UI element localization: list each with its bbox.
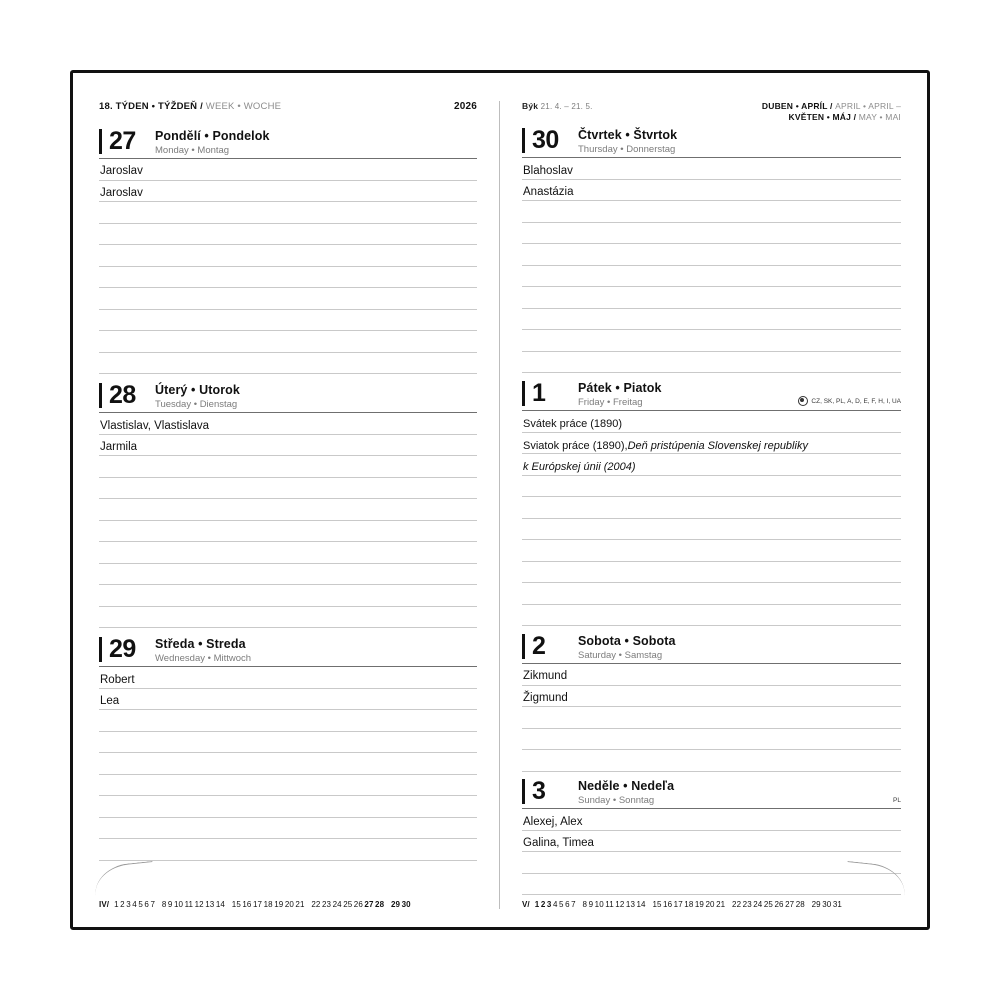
day-name-native: Pátek • Piatok — [578, 381, 662, 396]
writing-line[interactable] — [522, 562, 901, 584]
month-day[interactable]: 18 — [263, 900, 273, 909]
day-block-29 — [99, 637, 477, 861]
day-block-3 — [522, 779, 901, 895]
day-header — [522, 381, 901, 411]
day-lines — [99, 159, 477, 374]
month-day[interactable]: 16 — [242, 900, 252, 909]
writing-line[interactable] — [99, 521, 477, 543]
day-block-1 — [522, 381, 901, 626]
month-day[interactable]: 9 — [588, 900, 594, 909]
country-codes: CZ, SK, PL, A, D, E, F, H, I, UA — [811, 397, 901, 405]
writing-line[interactable] — [522, 266, 901, 288]
day-name-foreign: Wednesday • Mittwoch — [155, 653, 252, 665]
writing-line[interactable] — [522, 519, 901, 541]
writing-line[interactable] — [522, 540, 901, 562]
months-line-1: DUBEN • APRÍL / APRIL • APRIL – — [761, 101, 901, 111]
zodiac-sign: Býk — [522, 101, 539, 111]
month-day[interactable]: 7 — [150, 900, 156, 909]
month-day[interactable]: 31 — [832, 900, 842, 909]
writing-line[interactable] — [99, 353, 477, 375]
month-day[interactable]: 22 — [311, 900, 321, 909]
day-name-foreign: Thursday • Donnerstag — [578, 144, 676, 155]
day-country-flags — [798, 396, 901, 408]
month-day[interactable]: 14 — [215, 900, 225, 909]
writing-line[interactable] — [99, 456, 477, 478]
month-day[interactable]: 26 — [774, 900, 784, 909]
month-day[interactable]: 21 — [716, 900, 726, 909]
left-page — [99, 101, 500, 909]
left-page-header — [99, 101, 477, 123]
day-header — [522, 128, 901, 158]
month-day[interactable]: 11 — [605, 900, 614, 909]
month-day[interactable]: 4 — [552, 900, 558, 909]
month-day[interactable]: 24 — [332, 900, 342, 909]
day-country-flags — [893, 797, 901, 806]
month-days — [114, 900, 412, 909]
week-separator — [306, 900, 308, 909]
month-day[interactable]: 3 — [126, 900, 131, 909]
zodiac-range: 21. 4. – 21. 5. — [540, 102, 593, 111]
day-header — [99, 637, 477, 667]
day-number: 28 — [109, 381, 136, 410]
writing-line[interactable] — [522, 244, 901, 266]
name-day-entry: Robert — [99, 667, 477, 689]
day-number: 30 — [532, 126, 559, 155]
month-day[interactable]: 6 — [565, 900, 570, 909]
writing-line[interactable] — [99, 818, 477, 840]
month-day[interactable]: 22 — [732, 900, 742, 909]
day-block-28 — [99, 383, 477, 628]
day-number: 1 — [532, 379, 546, 408]
name-day-entry: Blahoslav — [522, 158, 901, 180]
writing-line[interactable] — [522, 583, 901, 605]
day-name-native: Středa • Streda — [155, 637, 246, 652]
zodiac-label — [522, 101, 593, 111]
year-label: 2026 — [453, 101, 477, 112]
months-label — [762, 101, 901, 122]
right-page — [500, 101, 901, 909]
right-page-header — [522, 101, 901, 122]
month-day[interactable]: 2 — [120, 900, 125, 909]
holiday-entry: Svátek práce (1890) — [522, 411, 901, 433]
month-day[interactable]: 16 — [663, 900, 673, 909]
writing-line[interactable] — [99, 267, 477, 289]
day-header — [99, 129, 477, 159]
writing-line[interactable] — [99, 607, 477, 629]
writing-line[interactable] — [99, 310, 477, 332]
month-day[interactable]: 7 — [571, 900, 576, 909]
day-name-foreign: Tuesday • Dienstag — [155, 398, 238, 410]
day-name-native: Sobota • Sobota — [578, 633, 676, 648]
writing-line[interactable] — [99, 478, 477, 500]
month-day[interactable]: 30 — [401, 900, 411, 909]
month-day[interactable]: 28 — [795, 900, 805, 909]
day-names — [149, 383, 477, 410]
day-names — [149, 637, 477, 664]
day-number-box — [522, 631, 572, 660]
diary-spread — [70, 70, 930, 930]
day-lines — [99, 667, 477, 861]
block-spacer — [99, 374, 477, 383]
month-day[interactable]: 9 — [167, 900, 173, 909]
month-day[interactable]: 15 — [231, 900, 241, 909]
writing-line[interactable] — [99, 202, 477, 224]
day-names — [572, 779, 893, 806]
month-day[interactable]: 1 — [114, 900, 119, 909]
name-day-entry: Galina, Timea — [522, 831, 901, 853]
day-lines — [522, 411, 901, 626]
day-number-box — [99, 383, 149, 408]
name-day-entry: Lea — [99, 689, 477, 711]
day-header — [99, 383, 477, 413]
month-day[interactable]: 29 — [390, 900, 401, 909]
spread-inner — [73, 73, 927, 927]
writing-line[interactable] — [522, 330, 901, 352]
month-day[interactable]: 30 — [822, 900, 832, 909]
holiday-entry: Sviatok práce (1890), Deň pristúpenia Slovenskej republiky — [522, 433, 901, 455]
day-number: 27 — [109, 127, 136, 155]
right-month-strip — [522, 895, 901, 909]
writing-line[interactable] — [99, 499, 477, 521]
name-day-entry: Anastázia — [522, 180, 901, 202]
name-day-entry: Alexej, Alex — [522, 809, 901, 831]
day-names — [572, 381, 798, 408]
day-number: 29 — [109, 635, 136, 664]
month-day[interactable]: 15 — [652, 900, 662, 909]
writing-line[interactable] — [522, 201, 901, 223]
writing-line[interactable] — [522, 223, 901, 245]
month-day[interactable]: 4 — [132, 900, 137, 909]
day-number-box — [99, 637, 149, 662]
writing-line[interactable] — [99, 288, 477, 310]
day-number-box — [99, 129, 149, 154]
month-day[interactable]: 5 — [559, 900, 564, 909]
writing-line[interactable] — [522, 476, 901, 498]
month-day[interactable]: 20 — [284, 900, 294, 909]
week-separator — [226, 900, 228, 909]
name-day-entry: Jarmila — [99, 435, 477, 457]
moon-phase-icon — [798, 396, 808, 406]
writing-line[interactable] — [522, 852, 901, 874]
writing-line[interactable] — [522, 750, 901, 772]
name-day-entry: Vlastislav, Vlastislava — [99, 413, 477, 435]
day-number: 2 — [532, 631, 546, 660]
month-day[interactable]: 10 — [173, 900, 184, 909]
holiday-entry-cont: k Európskej únii (2004) — [522, 454, 901, 476]
writing-line[interactable] — [522, 309, 901, 331]
day-name-native: Neděle • Nedeľa — [578, 779, 675, 794]
month-day[interactable]: 5 — [138, 900, 143, 909]
month-day[interactable]: 27 — [785, 900, 795, 909]
day-name-foreign: Sunday • Sonntag — [578, 794, 655, 806]
month-day[interactable]: 8 — [161, 900, 167, 909]
month-day[interactable]: 13 — [625, 900, 635, 909]
day-name-foreign: Friday • Freitag — [578, 396, 643, 408]
day-name-foreign: Saturday • Samstag — [578, 649, 663, 661]
month-day[interactable]: 3 — [546, 900, 552, 909]
month-day[interactable]: 17 — [673, 900, 683, 909]
block-spacer — [522, 373, 901, 381]
month-day[interactable]: 1 — [534, 900, 540, 909]
writing-line[interactable] — [522, 707, 901, 729]
writing-line[interactable] — [99, 775, 477, 797]
month-day[interactable]: 19 — [274, 900, 284, 909]
week-separator — [386, 900, 388, 909]
month-day[interactable]: 21 — [295, 900, 305, 909]
writing-line[interactable] — [522, 605, 901, 627]
writing-line[interactable] — [99, 839, 477, 861]
writing-line[interactable] — [99, 710, 477, 732]
writing-line[interactable] — [99, 224, 477, 246]
month-day[interactable]: 2 — [540, 900, 546, 909]
day-header — [522, 779, 901, 809]
block-spacer — [522, 626, 901, 634]
week-separator — [727, 900, 729, 909]
day-names — [572, 128, 901, 155]
block-spacer — [522, 772, 901, 780]
writing-line[interactable] — [522, 729, 901, 751]
writing-line[interactable] — [99, 245, 477, 267]
name-day-entry: Zikmund — [522, 664, 901, 686]
writing-line[interactable] — [99, 585, 477, 607]
month-label: IV/ — [99, 900, 110, 909]
week-separator — [157, 900, 159, 909]
writing-line[interactable] — [522, 874, 901, 896]
writing-line[interactable] — [99, 542, 477, 564]
day-header — [522, 631, 901, 664]
month-day[interactable]: 25 — [343, 900, 353, 909]
day-lines — [99, 413, 477, 628]
day-name-native: Úterý • Utorok — [155, 383, 240, 398]
day-number: 3 — [532, 777, 546, 806]
month-day[interactable]: 11 — [184, 900, 194, 909]
writing-line[interactable] — [522, 352, 901, 374]
month-day[interactable]: 6 — [144, 900, 149, 909]
month-day[interactable]: 17 — [252, 900, 263, 909]
month-day[interactable]: 13 — [205, 900, 215, 909]
day-lines — [522, 158, 901, 373]
month-day[interactable]: 25 — [763, 900, 773, 909]
day-lines — [522, 664, 901, 772]
month-day[interactable]: 12 — [615, 900, 625, 909]
week-separator — [577, 900, 579, 909]
week-label: 18. TÝDEN • TÝŽDEŇ / WEEK • WOCHE — [99, 101, 282, 112]
day-names — [149, 129, 477, 156]
left-month-strip — [99, 894, 477, 909]
day-number-box — [522, 779, 572, 804]
writing-line[interactable] — [99, 331, 477, 353]
month-day[interactable]: 23 — [742, 900, 752, 909]
month-day[interactable]: 28 — [375, 900, 385, 909]
week-separator — [806, 900, 808, 909]
day-block-2 — [522, 631, 901, 772]
writing-line[interactable] — [522, 497, 901, 519]
month-day[interactable]: 24 — [753, 900, 763, 909]
day-lines — [522, 809, 901, 895]
day-number-box — [522, 381, 572, 406]
name-day-entry: Jaroslav — [99, 159, 477, 181]
day-number-box — [522, 128, 572, 153]
month-day[interactable]: 27 — [364, 900, 374, 909]
block-spacer — [99, 628, 477, 637]
writing-line[interactable] — [99, 796, 477, 818]
day-name-native: Čtvrtek • Štvrtok — [578, 128, 678, 143]
month-day[interactable]: 29 — [811, 900, 821, 909]
months-line-2: KVĚTEN • MÁJ / MAY • MAI — [788, 111, 901, 122]
country-codes: PL — [893, 797, 901, 805]
writing-line[interactable] — [99, 732, 477, 754]
day-block-27 — [99, 129, 477, 374]
day-name-native: Pondělí • Pondelok — [155, 129, 270, 143]
day-names — [572, 634, 901, 661]
month-day[interactable]: 14 — [636, 900, 646, 909]
month-day[interactable]: 18 — [684, 900, 694, 909]
week-separator — [647, 900, 649, 909]
name-day-entry: Jaroslav — [99, 181, 477, 203]
month-day[interactable]: 19 — [694, 900, 704, 909]
month-days — [535, 900, 844, 909]
month-day[interactable]: 10 — [594, 900, 604, 909]
month-day[interactable]: 23 — [321, 900, 332, 909]
day-block-30 — [522, 128, 901, 373]
month-day[interactable]: 26 — [353, 900, 363, 909]
month-day[interactable]: 12 — [194, 900, 204, 909]
writing-line[interactable] — [99, 564, 477, 586]
month-day[interactable]: 20 — [705, 900, 715, 909]
month-label: V/ — [522, 900, 530, 909]
name-day-entry: Žigmund — [522, 686, 901, 708]
day-name-foreign: Monday • Montag — [155, 144, 230, 156]
writing-line[interactable] — [99, 753, 477, 775]
writing-line[interactable] — [522, 287, 901, 309]
month-day[interactable]: 8 — [582, 900, 588, 909]
